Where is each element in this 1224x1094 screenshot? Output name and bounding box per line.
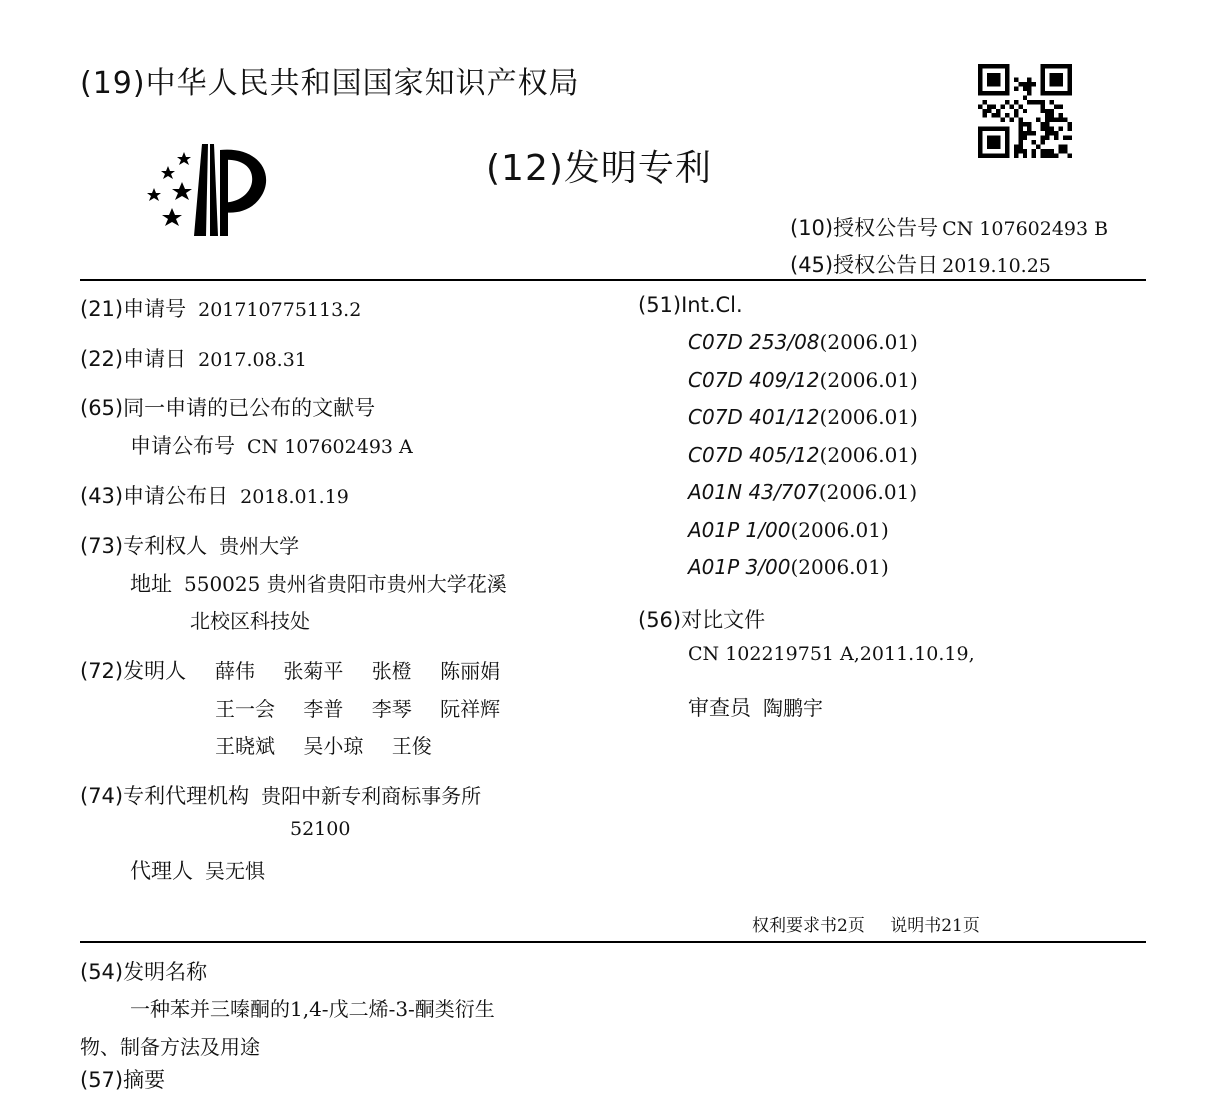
inventor-name: 李普 bbox=[303, 697, 344, 721]
examiner-label: 审查员 bbox=[688, 696, 751, 720]
ipc-classification-row bbox=[688, 518, 889, 543]
inventor-row bbox=[215, 730, 432, 759]
agency-code: 52100 bbox=[290, 818, 351, 840]
agency-row bbox=[80, 780, 481, 810]
agent-label: 代理人 bbox=[130, 859, 193, 883]
inventor-name: 张菊平 bbox=[283, 659, 344, 683]
patentee-label: (73)专利权人 bbox=[80, 534, 208, 558]
ipc-code: C07D 409/12 bbox=[688, 367, 820, 392]
publication-date: 2019.10.25 bbox=[942, 255, 1051, 277]
page-counts bbox=[752, 911, 980, 936]
ipc-version: (2006.01) bbox=[819, 442, 918, 467]
inventor-name: 薛伟 bbox=[215, 659, 255, 683]
prior-publication-date-label: (43)申请公布日 bbox=[80, 484, 229, 508]
examiner-row bbox=[688, 692, 823, 722]
inventor-name: 阮祥辉 bbox=[440, 697, 501, 721]
ipc-version: (2006.01) bbox=[818, 480, 918, 504]
address-line-1: 550025 贵州省贵阳市贵州大学花溪 bbox=[184, 572, 507, 596]
invention-title-label: (54)发明名称 bbox=[80, 960, 208, 984]
inventor-row bbox=[215, 693, 500, 722]
office-name: (19)中华人民共和国国家知识产权局 bbox=[80, 66, 580, 101]
ipc-classification-row bbox=[688, 405, 918, 430]
address-line-2: 北校区科技处 bbox=[190, 609, 310, 633]
prior-publication-number: CN 107602493 A bbox=[247, 436, 413, 458]
address-label: 地址 bbox=[130, 572, 172, 596]
prior-publication-date-row bbox=[80, 480, 349, 510]
document-type-title: (12)发明专利 bbox=[486, 148, 712, 189]
application-number: 201710775113.2 bbox=[198, 299, 362, 321]
application-number-row bbox=[80, 293, 361, 323]
ipc-version: (2006.01) bbox=[819, 405, 918, 429]
invention-title-line-1: 一种苯并三嗪酮的1,4-戊二烯-3-酮类衍生 bbox=[130, 997, 495, 1021]
ipc-classification-row bbox=[688, 368, 918, 393]
prior-publication-date: 2018.01.19 bbox=[240, 486, 349, 508]
ipc-classification-row bbox=[688, 555, 889, 580]
ipc-label: (51)Int.Cl. bbox=[638, 293, 743, 317]
inventor-name: 陈丽娟 bbox=[440, 659, 501, 683]
header-divider bbox=[80, 279, 1146, 281]
claims-pages: 权利要求书2页 bbox=[752, 916, 865, 936]
prior-publication-number-label: 申请公布号 bbox=[130, 434, 235, 458]
ipc-code: C07D 405/12 bbox=[688, 442, 820, 467]
patentee-row bbox=[80, 530, 299, 560]
inventors-label: (72)发明人 bbox=[80, 659, 187, 683]
examiner-name: 陶鹏宇 bbox=[763, 696, 823, 720]
cnipa-emblem-icon bbox=[142, 136, 274, 244]
agent-name: 吴无惧 bbox=[205, 859, 265, 883]
abstract-label: (57)摘要 bbox=[80, 1068, 166, 1092]
ipc-version: (2006.01) bbox=[819, 367, 918, 392]
ipc-version: (2006.01) bbox=[790, 517, 889, 542]
publication-date-row bbox=[790, 249, 1051, 279]
filing-date: 2017.08.31 bbox=[198, 349, 307, 371]
patentee: 贵州大学 bbox=[219, 534, 300, 558]
agency-label: (74)专利代理机构 bbox=[80, 784, 250, 808]
agent-row bbox=[130, 855, 265, 885]
ipc-version: (2006.01) bbox=[819, 330, 918, 354]
inventor-name: 王一会 bbox=[215, 697, 275, 721]
description-pages: 说明书21页 bbox=[890, 916, 980, 936]
inventor-name: 王晓斌 bbox=[215, 734, 275, 758]
filing-date-row bbox=[80, 343, 307, 373]
qr-code-icon bbox=[978, 64, 1072, 158]
inventor-row bbox=[215, 655, 500, 684]
inventor-name: 李琴 bbox=[371, 697, 412, 721]
cited-document: CN 102219751 A,2011.10.19, bbox=[688, 643, 975, 665]
ipc-classification-row bbox=[688, 443, 918, 468]
prior-publication-label: (65)同一申请的已公布的文献号 bbox=[80, 396, 376, 420]
application-number-label: (21)申请号 bbox=[80, 297, 187, 321]
invention-title-line-2: 物、制备方法及用途 bbox=[80, 1035, 260, 1059]
ipc-code: A01N 43/707 bbox=[688, 480, 819, 504]
address-row bbox=[130, 568, 507, 598]
ipc-code: C07D 401/12 bbox=[688, 405, 820, 429]
ipc-classification-row bbox=[688, 480, 917, 505]
filing-date-label: (22)申请日 bbox=[80, 347, 187, 371]
ipc-classification-row bbox=[688, 330, 918, 355]
cited-documents-label: (56)对比文件 bbox=[638, 608, 766, 632]
publication-number-row bbox=[790, 212, 1108, 242]
publication-number: CN 107602493 B bbox=[942, 218, 1109, 240]
inventor-name: 张橙 bbox=[371, 659, 412, 683]
title-divider bbox=[80, 941, 1146, 943]
prior-publication-number-row bbox=[130, 430, 413, 460]
ipc-code: A01P 3/00 bbox=[688, 555, 791, 579]
publication-number-label: (10)授权公告号 bbox=[790, 216, 939, 240]
ipc-code: C07D 253/08 bbox=[688, 330, 820, 354]
inventor-name: 王俊 bbox=[391, 734, 432, 758]
publication-date-label: (45)授权公告日 bbox=[790, 253, 939, 277]
ipc-version: (2006.01) bbox=[790, 555, 889, 579]
ipc-code: A01P 1/00 bbox=[688, 517, 791, 542]
agency-name: 贵阳中新专利商标事务所 bbox=[261, 784, 482, 808]
inventor-name: 吴小琼 bbox=[303, 734, 364, 758]
